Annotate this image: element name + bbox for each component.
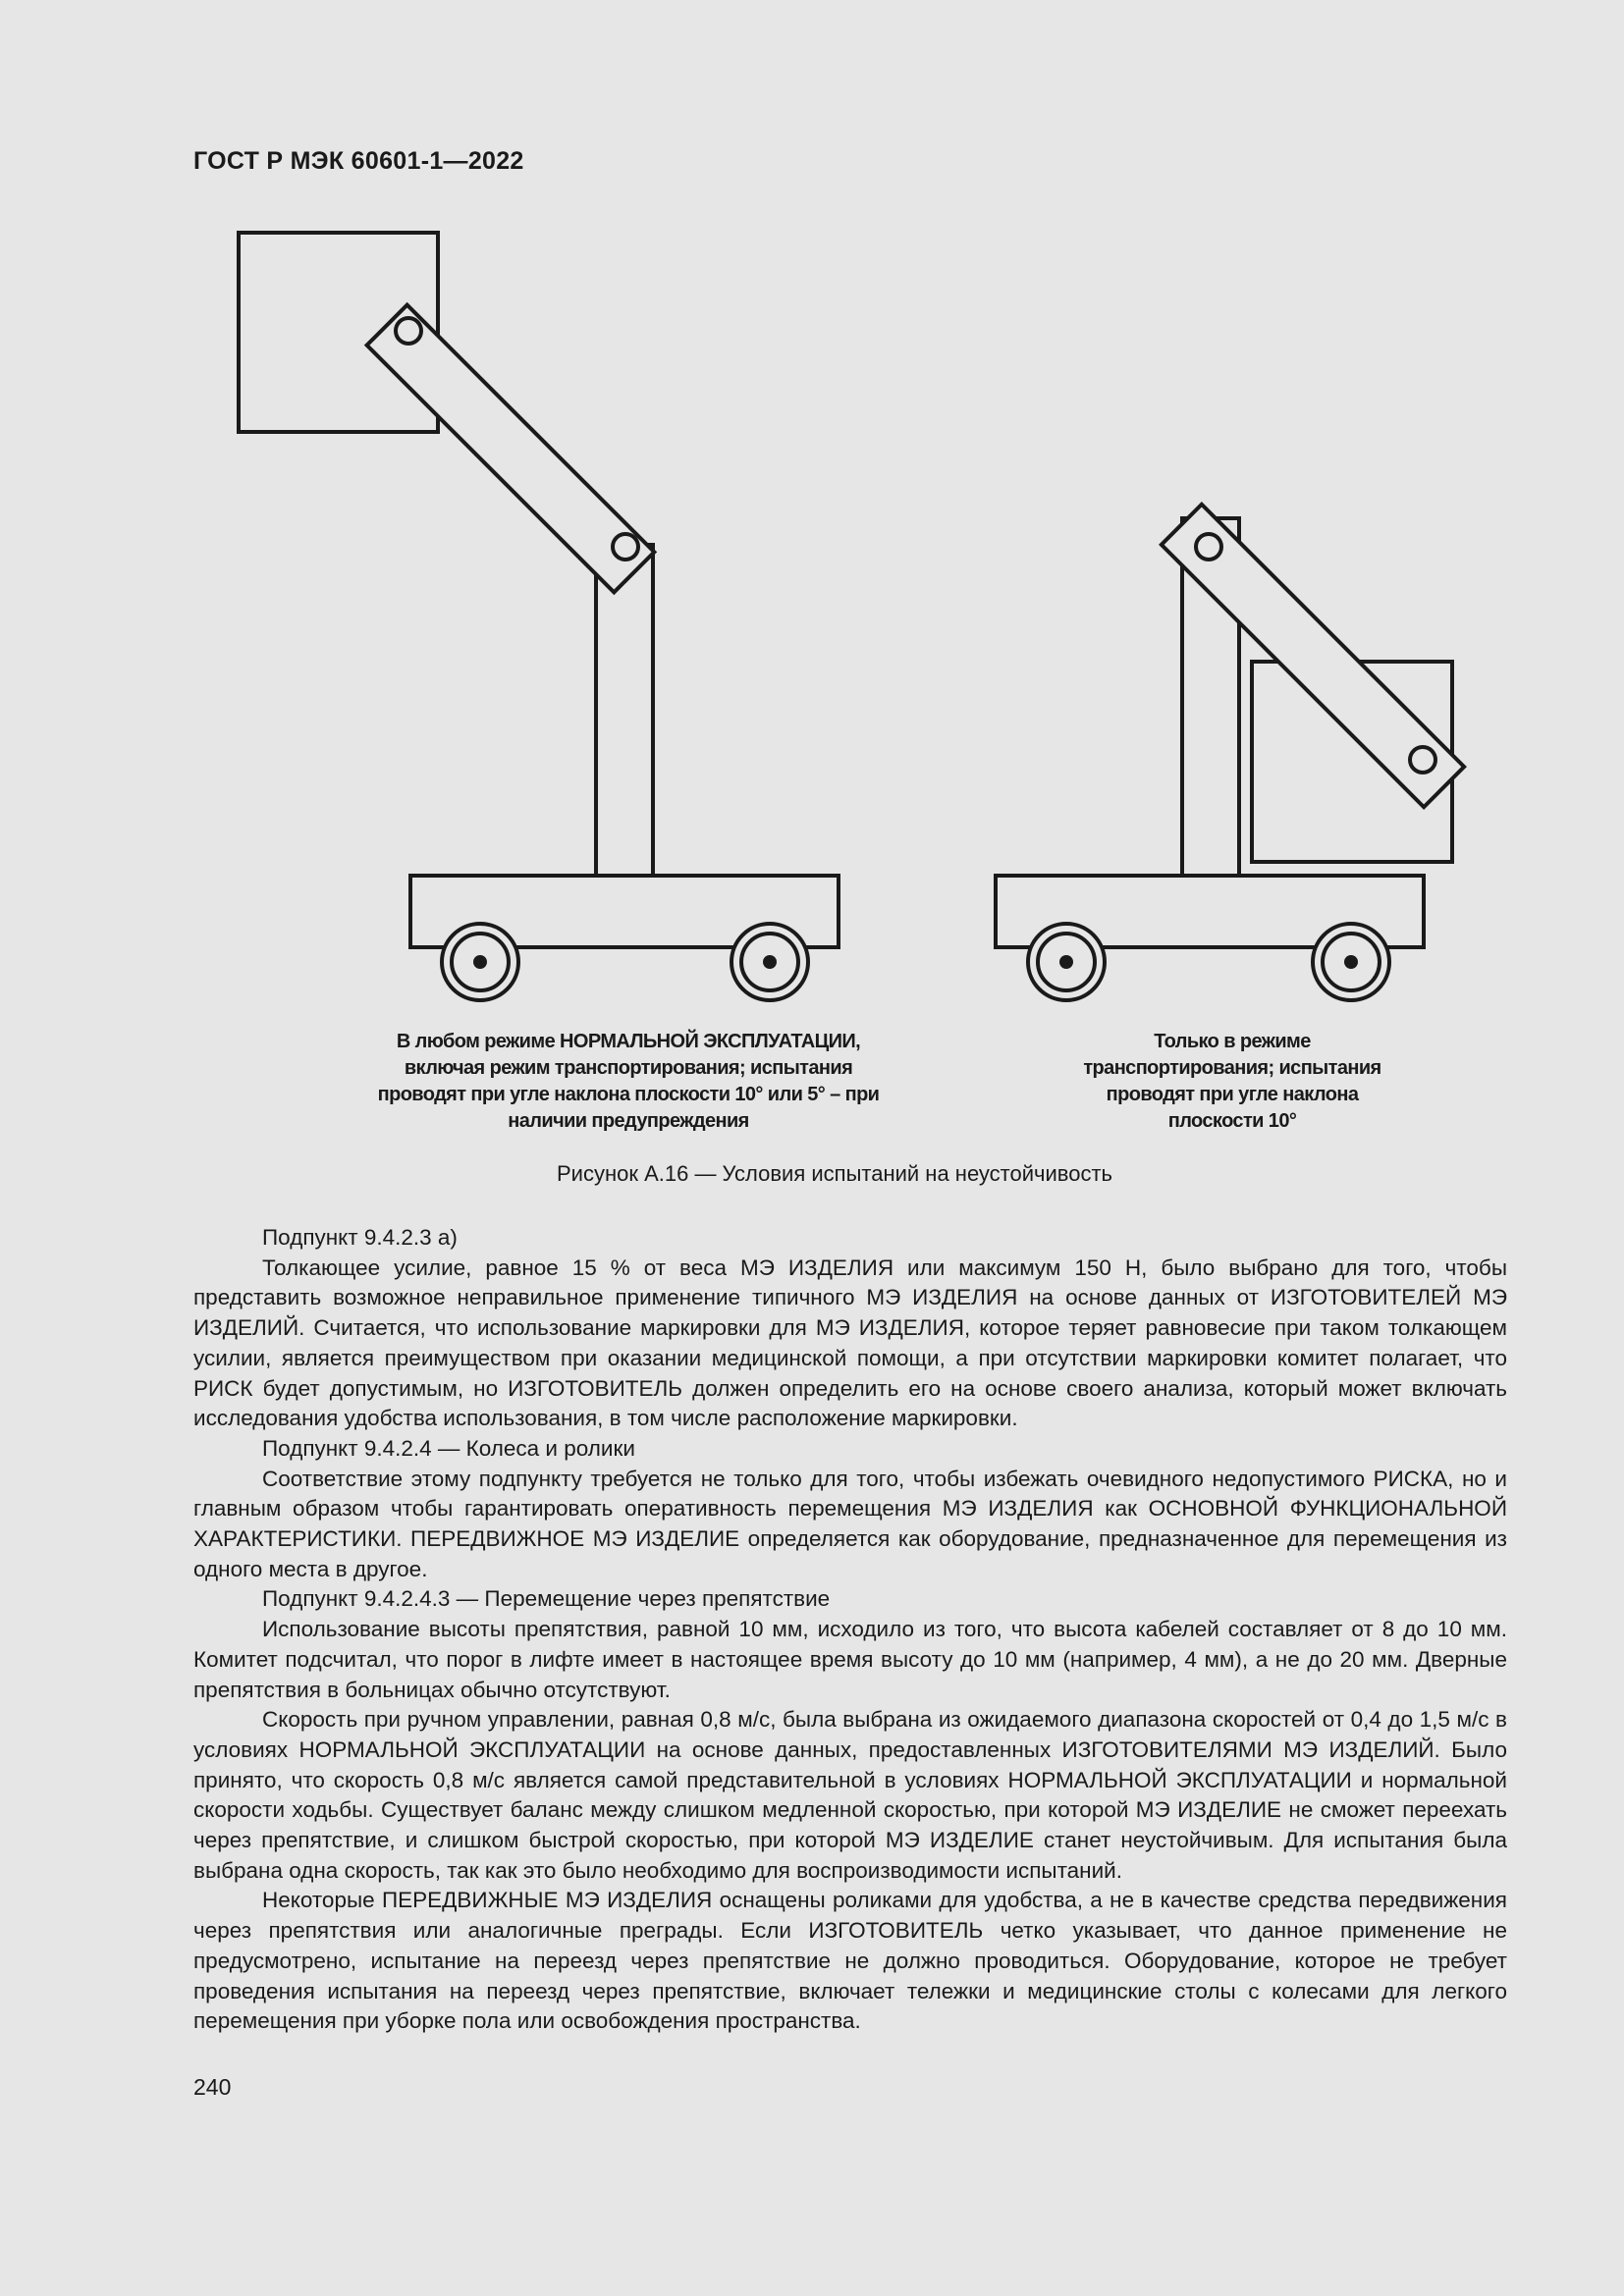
right-arm-pivot-top [1196, 534, 1221, 560]
paragraph: Соответствие этому подпункту требуется не только для того, чтобы избежать очевидного недопустимого РИСКА, но и главным образом чтобы гарантировать оперативность перемещения МЭ ИЗДЕЛИЯ как ОСНОВНОЙ ФУНКЦИОНАЛЬНОЙ ХАРАКТЕРИСТИКИ. ПЕРЕДВИЖНОЕ МЭ ИЗДЕЛИЕ определяется как оборудование, предназначенное для перемещения из одного места в другое. [193, 1466, 1507, 1581]
paragraph: Скорость при ручном управлении, равная 0,8 м/с, была выбрана из ожидаемого диапазона скоростей от 0,4 до 1,5 м/с в условиях НОРМАЛЬНОЙ ЭКСПЛУАТАЦИИ на основе данных, предоставленных ИЗГОТОВИТЕЛЯМИ МЭ ИЗДЕЛИЙ. Было принято, что скорость 0,8 м/с является самой представительной в условиях НОРМАЛЬНОЙ ЭКСПЛУАТАЦИИ и нормальной скорости ходьбы. Существует баланс между слишком медленной скоростью, при которой МЭ ИЗДЕЛИЕ не сможет переехать через препятствие, и слишком быстрой скоростью, при которой МЭ ИЗДЕЛИЕ станет неустойчивым. Для испытания была выбрана одна скорость, так как это было необходимо для воспроизводимости испытаний. [193, 1707, 1507, 1883]
left-arm-pivot-bottom [613, 534, 638, 560]
paragraph-subclause-heading: Подпункт 9.4.2.4 — Колеса и ролики [262, 1435, 635, 1461]
right-cart-drawing [996, 505, 1464, 1000]
caption-line: транспортирования; испытания [1083, 1057, 1381, 1079]
paragraph: Некоторые ПЕРЕДВИЖНЫЕ МЭ ИЗДЕЛИЯ оснащены роликами для удобства, а не в качестве средства передвижения через препятствия или аналогичные преграды. Если ИЗГОТОВИТЕЛЬ четко указывает, что данное применение не предусмотрено, испытание на переезд через препятствие не должно проводиться. Оборудование, которое не требует проведения испытания на переезд через препятствие, включает тележки и медицинские столы с колесами для легкого перемещения при уборке пола или освобождения пространства. [193, 1888, 1507, 2034]
paragraph-subclause-heading: Подпункт 9.4.2.3 а) [262, 1225, 458, 1250]
left-arm-pivot-top [396, 318, 421, 344]
caption-line: В любом режиме НОРМАЛЬНОЙ ЭКСПЛУАТАЦИИ, [396, 1031, 861, 1052]
left-column [596, 545, 653, 879]
caption-line: плоскости 10° [1167, 1110, 1297, 1132]
document-code: ГОСТ Р МЭК 60601-1—2022 [193, 147, 524, 175]
left-wheel-front [442, 924, 518, 1000]
left-wheel-rear [731, 924, 808, 1000]
caption-line: наличии предупреждения [508, 1110, 749, 1132]
page-number: 240 [193, 2074, 232, 2100]
figure-title: Рисунок А.16 — Условия испытаний на неустойчивость [556, 1161, 1113, 1186]
paragraph: Толкающее усилие, равное 15 % от веса МЭ ИЗДЕЛИЯ или максимум 150 Н, было выбрано для того, чтобы представить возможное неправильное применение типичного МЭ ИЗДЕЛИЯ на основе данных от ИЗГОТОВИТЕЛЕЙ МЭ ИЗДЕЛИЙ. Считается, что использование маркировки для МЭ ИЗДЕЛИЯ, которое теряет равновесие при таком толкающем усилии, является преимуществом при оказании медицинской помощи, а при отсутствии маркировки комитет полагает, что РИСК будет допустимым, но ИЗГОТОВИТЕЛЬ должен определить его на основе своего анализа, который может включать исследования удобства использования, в том числе расположение маркировки. [193, 1255, 1507, 1431]
left-cart-drawing [239, 233, 839, 1000]
caption-line: Только в режиме [1154, 1031, 1311, 1052]
caption-line: проводят при угле наклона [1106, 1084, 1359, 1105]
paragraph: Использование высоты препятствия, равной 10 мм, исходило из того, что высота кабелей составляет от 8 до 10 мм. Комитет подсчитал, что порог в лифте имеет в настоящее время высоту до 10 мм (например, 4 мм), а не до 20 мм. Дверные препятствия в больницах обычно отсутствуют. [193, 1617, 1507, 1702]
left-figure-caption [334, 1029, 923, 1135]
caption-line: проводят при угле наклона плоскости 10° или 5° – при [377, 1084, 880, 1105]
body-text [193, 1223, 1507, 2037]
paragraph-subclause-heading: Подпункт 9.4.2.4.3 — Перемещение через препятствие [262, 1586, 831, 1612]
caption-line: включая режим транспортирования; испытания [404, 1057, 853, 1079]
right-arm-pivot-bottom [1410, 747, 1435, 773]
right-wheel-front [1028, 924, 1105, 1000]
right-wheel-rear [1313, 924, 1389, 1000]
right-figure-caption [1046, 1029, 1419, 1135]
